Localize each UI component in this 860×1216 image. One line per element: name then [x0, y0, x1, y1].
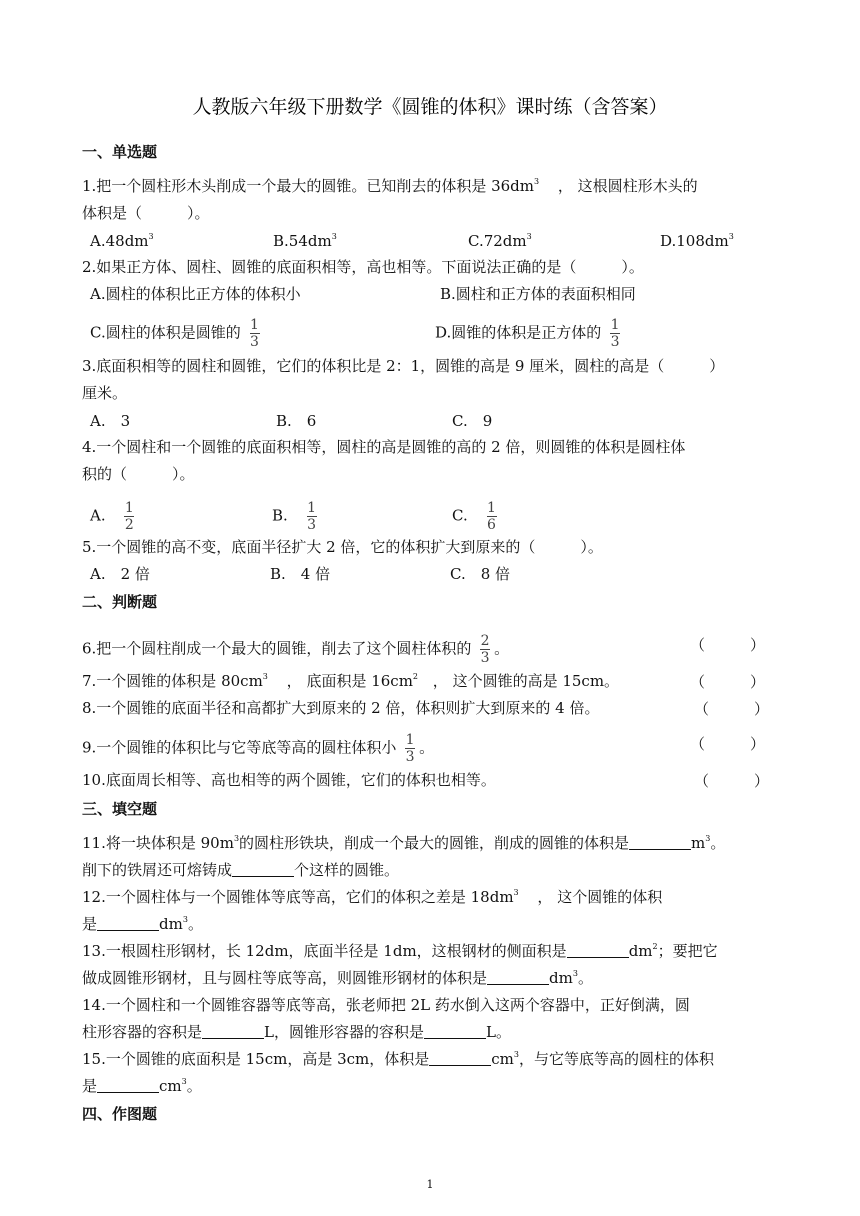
section-heading: 四、作图题	[82, 1105, 158, 1123]
fraction-two-thirds: $\frac{2}{3}$	[480, 633, 490, 666]
question-15-line-1: 15.一个圆锥的底面积是 15cm，高是 3cm，体积是 $cm^3$，与它等底等高的圆柱的体积	[82, 1050, 715, 1068]
page-number: 1	[426, 1178, 434, 1191]
question-7: 7.一个圆锥的体积是 $80cm^3$ ， 底面积是 $16cm^2$ ， 这个圆锥的高是 15cm。	[82, 672, 620, 690]
question-5: 5.一个圆锥的高不变，底面半径扩大 2 倍，它的体积扩大到原来的（ ）。	[82, 538, 603, 556]
answer-parentheses[interactable]: （ ）	[694, 700, 770, 718]
question-10: 10.底面周长相等、高也相等的两个圆锥，它们的体积也相等。	[82, 771, 496, 789]
answer-blank[interactable]	[567, 943, 629, 958]
answer-blank[interactable]	[97, 916, 159, 931]
answer-parentheses[interactable]: （ ）	[690, 636, 766, 654]
fraction-one-third: $\frac{1}{3}$	[610, 317, 620, 350]
fraction-one-third: $\frac{1}{3}$	[307, 500, 317, 533]
option-a[interactable]: A. $\frac{1}{2}$	[90, 500, 134, 533]
option-b[interactable]: B. 4 倍	[270, 565, 331, 583]
section-heading: 二、判断题	[82, 593, 158, 611]
fraction-one-half: $\frac{1}{2}$	[124, 500, 134, 533]
question-9: 9.一个圆锥的体积比与它等底等高的圆柱体积小 $\frac{1}{3}$ 。	[82, 732, 435, 765]
fraction-one-third: $\frac{1}{3}$	[250, 317, 259, 350]
page-title: 人教版六年级下册数学《圆锥的体积》课时练（含答案）	[192, 96, 668, 118]
option-a[interactable]: $A.48dm^3$	[90, 232, 154, 250]
answer-parentheses[interactable]: （ ）	[694, 772, 770, 790]
option-b[interactable]: B. $\frac{1}{3}$	[272, 500, 317, 533]
question-6: 6.把一个圆柱削成一个最大的圆锥，削去了这个圆柱体积的 $\frac{2}{3}$ 。	[82, 633, 510, 666]
option-b[interactable]: B. 6	[276, 412, 317, 430]
question-14-line-1: 14.一个圆柱和一个圆锥容器等底等高，张老师把 2L 药水倒入这两个容器中，正好倒满，圆	[82, 996, 690, 1014]
question-8: 8.一个圆锥的底面半径和高都扩大到原来的 2 倍，体积则扩大到原来的 4 倍。	[82, 699, 600, 717]
option-c[interactable]: $C.72dm^3$	[468, 232, 532, 250]
question-13-line-1: 13.一根圆柱形钢材，长 12dm，底面半径是 1dm，这根钢材的侧面积是 $dm^2$；要把它	[82, 942, 718, 960]
question-3-line-2: 厘米。	[82, 384, 128, 402]
section-heading: 三、填空题	[82, 800, 158, 818]
question-1-line-2: 体积是（ ）。	[82, 204, 210, 222]
question-1-line-1: 1.把一个圆柱形木头削成一个最大的圆锥。已知削去的体积是 $36dm^3$ ， 这根圆柱形木头的	[82, 177, 698, 195]
answer-blank[interactable]	[487, 970, 549, 985]
answer-blank[interactable]	[202, 1024, 264, 1039]
option-a[interactable]: A. 2 倍	[90, 565, 150, 583]
option-d[interactable]: D.圆锥的体积是正方体的 $\frac{1}{3}$	[435, 317, 620, 350]
option-c[interactable]: C. 9	[452, 412, 493, 430]
option-b[interactable]: $B.54dm^3$	[273, 232, 337, 250]
answer-parentheses[interactable]: （ ）	[690, 735, 766, 753]
question-14-line-2: 柱形容器的容积是 L，圆锥形容器的容积是 L。	[82, 1023, 511, 1041]
question-11-line-2: 削下的铁屑还可熔铸成 个这样的圆锥。	[82, 861, 400, 879]
answer-blank[interactable]	[232, 862, 294, 877]
option-b[interactable]: B.圆柱和正方体的表面积相同	[440, 285, 636, 303]
answer-parentheses[interactable]: （ ）	[690, 673, 766, 691]
option-c[interactable]: C. $\frac{1}{6}$	[452, 500, 496, 533]
question-12-line-2: 是 $dm^3$。	[82, 915, 203, 933]
fraction-one-third: $\frac{1}{3}$	[405, 732, 415, 765]
question-2: 2.如果正方体、圆柱、圆锥的底面积相等，高也相等。下面说法正确的是（ ）。	[82, 258, 644, 276]
option-a[interactable]: A.圆柱的体积比正方体的体积小	[90, 285, 301, 303]
answer-blank[interactable]	[429, 1051, 491, 1066]
section-heading: 一、单选题	[82, 143, 158, 161]
option-a[interactable]: A. 3	[90, 412, 131, 430]
option-c[interactable]: C. 8 倍	[450, 565, 511, 583]
fraction-one-sixth: $\frac{1}{6}$	[487, 500, 496, 533]
answer-blank[interactable]	[629, 835, 691, 850]
question-11-line-1: 11.将一块体积是 $90m^3$的圆柱形铁块，削成一个最大的圆锥，削成的圆锥的体积是 $m^3$。	[82, 834, 726, 852]
answer-blank[interactable]	[97, 1078, 159, 1093]
question-4-line-2: 积的（ ）。	[82, 465, 195, 483]
question-13-line-2: 做成圆锥形钢材，且与圆柱等底等高，则圆锥形钢材的体积是 $dm^3$。	[82, 969, 593, 987]
question-12-line-1: 12.一个圆柱体与一个圆锥体等底等高，它们的体积之差是 $18dm^3$ ， 这个圆锥的体积	[82, 888, 663, 906]
option-d[interactable]: $D.108dm^3$	[660, 232, 734, 250]
answer-blank[interactable]	[424, 1024, 486, 1039]
option-c[interactable]: C.圆柱的体积是圆锥的 $\frac{1}{3}$	[90, 317, 259, 350]
question-3-line-1: 3.底面积相等的圆柱和圆锥，它们的体积比是 2：1，圆锥的高是 9 厘米，圆柱的高是（ ）	[82, 357, 725, 375]
question-15-line-2: 是 $cm^3$。	[82, 1077, 202, 1095]
question-4-line-1: 4.一个圆柱和一个圆锥的底面积相等，圆柱的高是圆锥的高的 2 倍，则圆锥的体积是圆柱体	[82, 438, 686, 456]
